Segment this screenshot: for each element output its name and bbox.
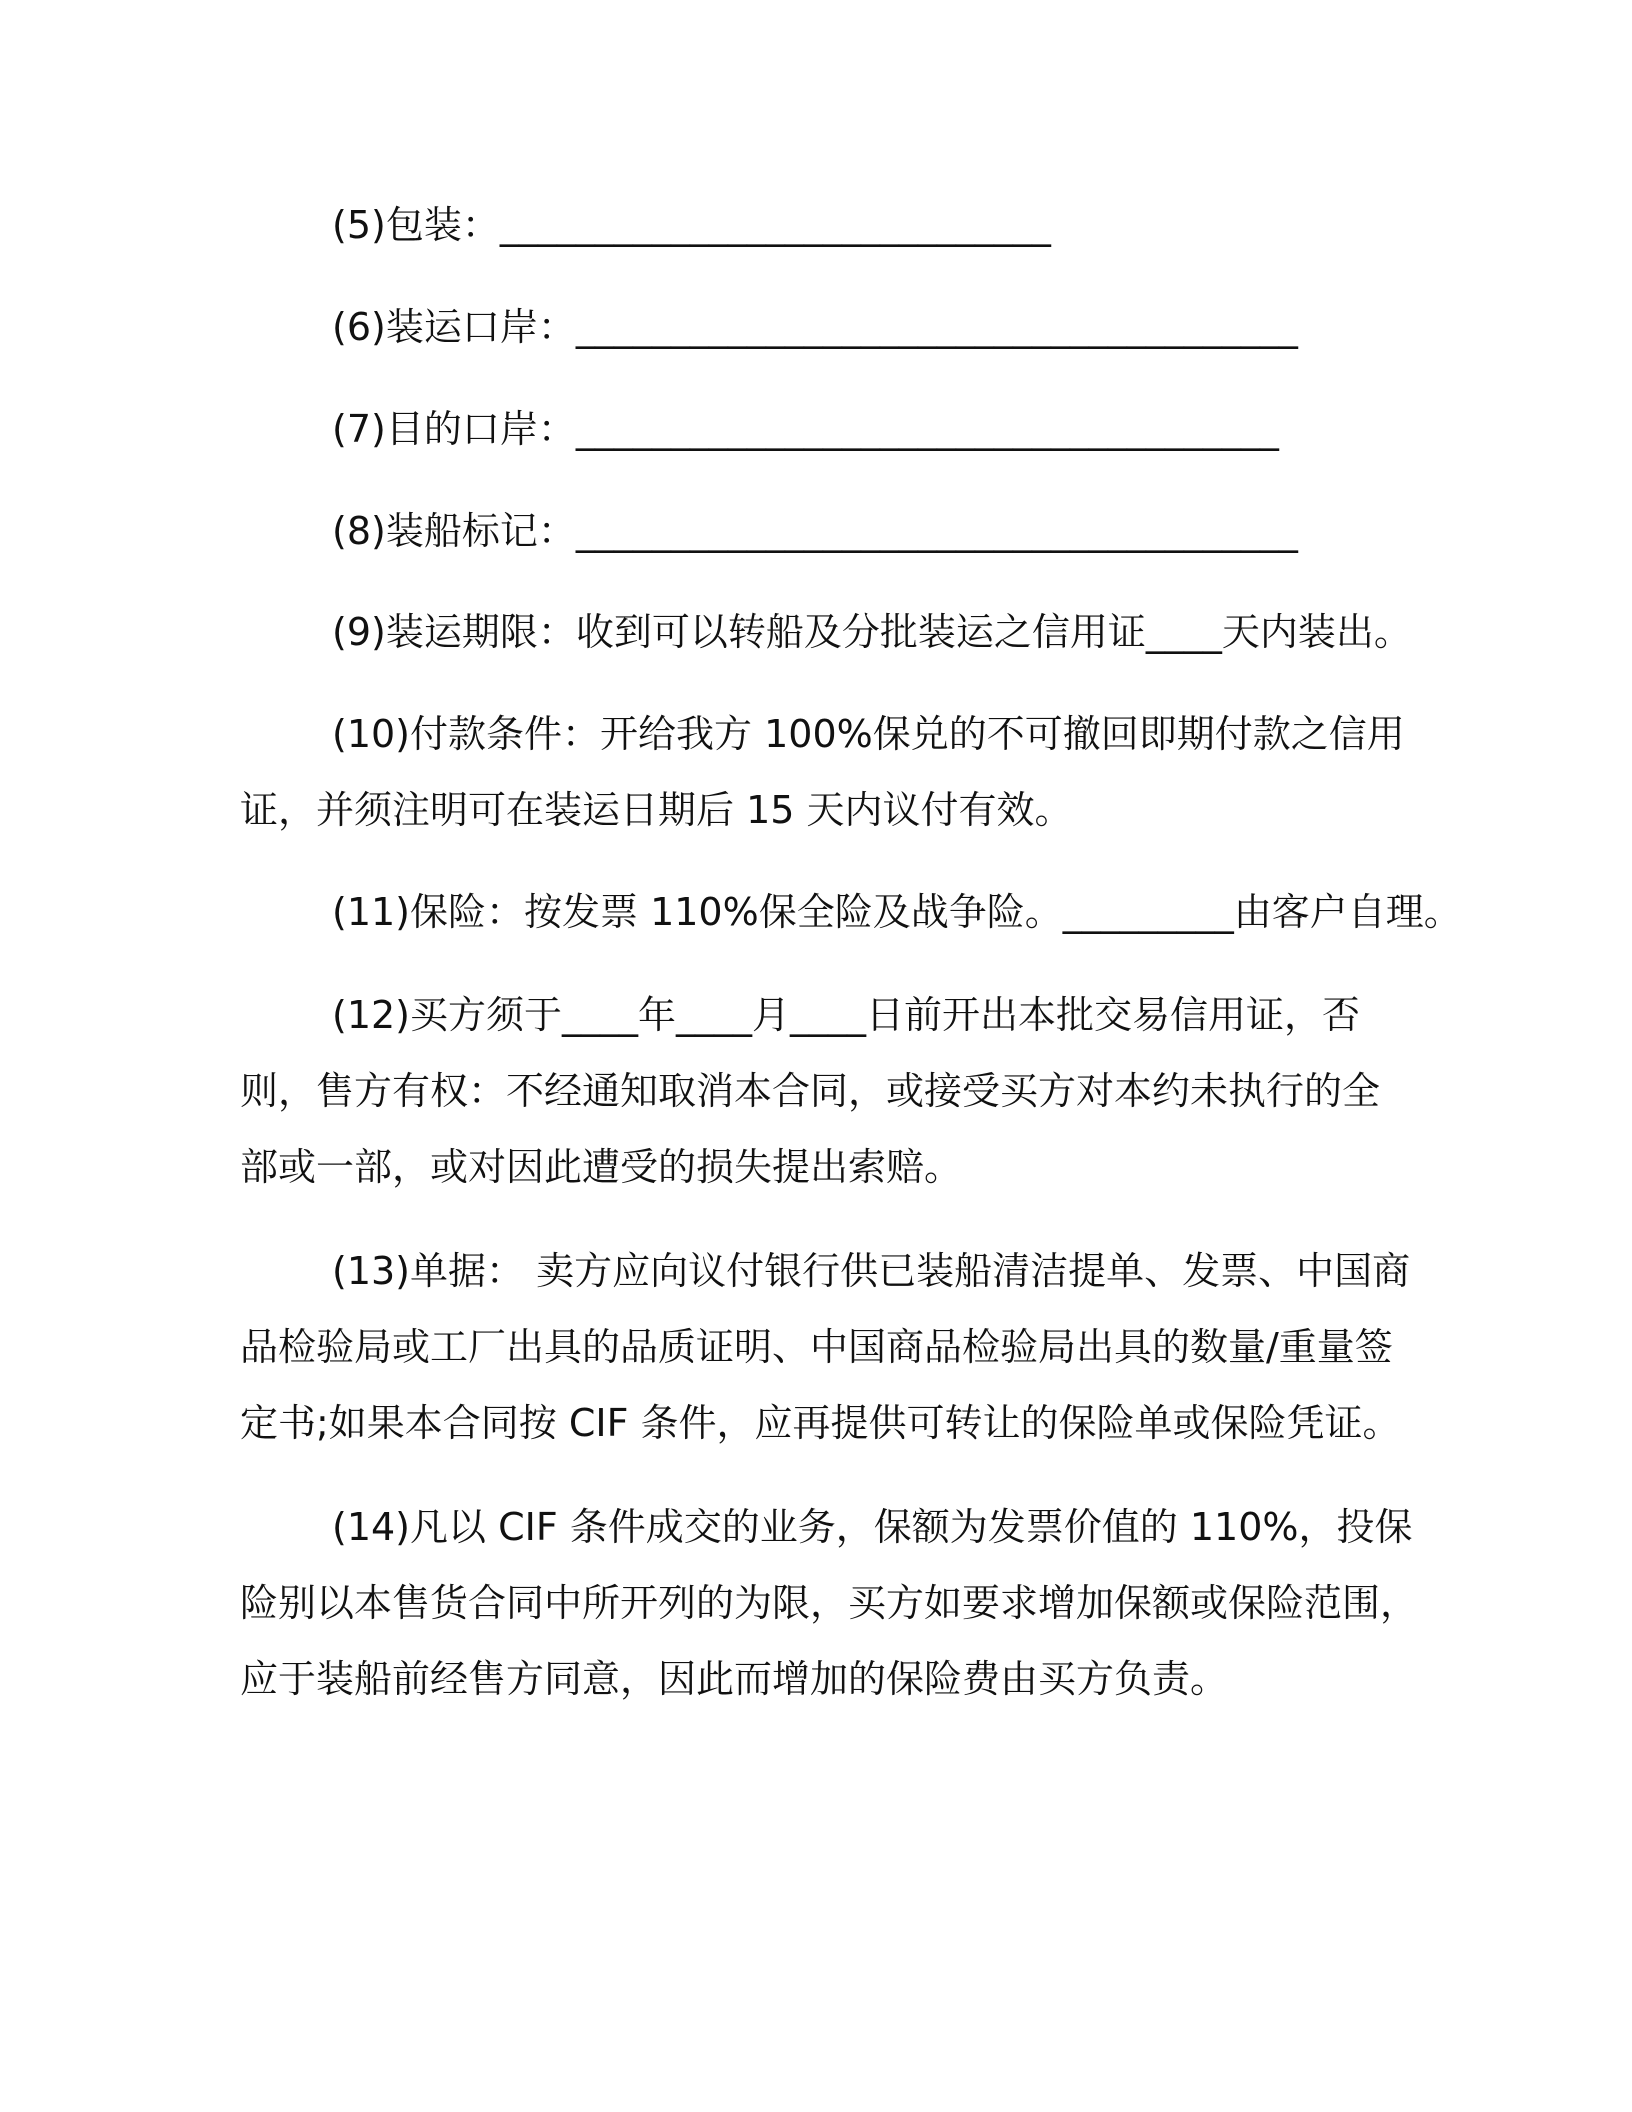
- paragraph-line: (14)凡以 CIF 条件成交的业务，保额为发票价值的 110%，投保: [332, 1505, 1413, 1549]
- paragraph-line: 应于装船前经售方同意，因此而增加的保险费由买方负责。: [240, 1657, 1229, 1701]
- clause-shipping-marks: (8)装船标记：______________________________________: [332, 509, 1298, 553]
- clause-port-of-destination: (7)目的口岸：_____________________________________: [332, 407, 1279, 451]
- paragraph-line: 则，售方有权：不经通知取消本合同，或接受买方对本约未执行的全: [240, 1069, 1381, 1113]
- paragraph-line: 部或一部，或对因此遭受的损失提出索赔。: [240, 1145, 963, 1189]
- paragraph-line: (13)单据： 卖方应向议付银行供已装船清洁提单、发票、中国商: [332, 1249, 1411, 1293]
- paragraph-line: 品检验局或工厂出具的品质证明、中国商品检验局出具的数量/重量签: [240, 1325, 1393, 1369]
- paragraph-line: (10)付款条件：开给我方 100%保兑的不可撤回即期付款之信用: [332, 712, 1405, 756]
- clause-insurance: (11)保险：按发票 110%保全险及战争险。_________由客户自理。: [332, 890, 1462, 934]
- clause-port-of-shipment: (6)装运口岸：______________________________________: [332, 305, 1298, 349]
- paragraph-line: 证，并须注明可在装运日期后 15 天内议付有效。: [240, 788, 1073, 832]
- clause-packing: (5)包装：_____________________________: [332, 203, 1051, 247]
- clause-time-of-shipment: (9)装运期限：收到可以转船及分批装运之信用证____天内装出。: [332, 610, 1412, 654]
- paragraph-line: (12)买方须于____年____月____日前开出本批交易信用证，否: [332, 993, 1361, 1037]
- paragraph-line: 定书;如果本合同按 CIF 条件，应再提供可转让的保险单或保险凭证。: [240, 1401, 1401, 1445]
- paragraph-line: 险别以本售货合同中所开列的为限，买方如要求增加保额或保险范围，: [240, 1581, 1419, 1625]
